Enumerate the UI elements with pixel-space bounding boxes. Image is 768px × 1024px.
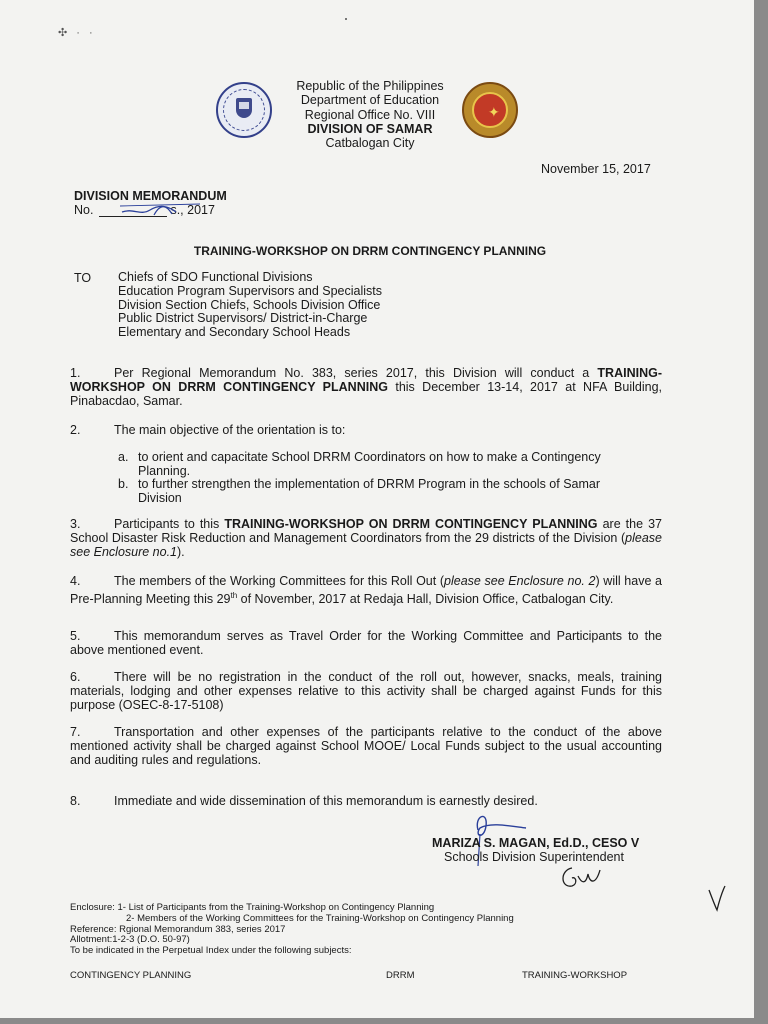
memo-subject: TRAINING-WORKSHOP ON DRRM CONTINGENCY PLANNING [193,244,547,258]
paragraph-2: 2. The main objective of the orientation is to: [70,423,346,437]
signatory-name: MARIZA S. MAGAN, Ed.D., CESO V [432,836,640,850]
letterhead-line: Department of Education [300,93,440,108]
index-subject: CONTINGENCY PLANNING [70,970,192,981]
memo-no-label: No. [74,203,94,217]
paragraph-3: 3. Participants to this TRAINING-WORKSHOP ON DRRM CONTINGENCY PLANNING are the 37 School Disaster Risk Reduction and Management Coordinators from the 29 districts of the Division (please see Enclosure no.1). [70,517,663,559]
paragraph-5: 5. This memorandum serves as Travel Order for the Working Committee and Participants to the above mentioned event. [70,629,662,657]
handwritten-memo-number [120,202,202,218]
deped-seal-icon [216,82,272,138]
paragraph-4: 4. The members of the Working Committees for this Roll Out (please see Enclosure no. 2) will have a Pre-Planning Meeting this 29th of November, 2017 at Redaja Hall, Division Office, Catbalogan City. [70,574,662,606]
enclosure-1: Enclosure: 1- List of Participants from the Training-Workshop on Contingency Planning [70,902,435,913]
objective-a: a. to orient and capacitate School DRRM Coordinators on how to make a Contingency Planning. [118,450,601,478]
scan-mark: ✣ · · [58,27,96,39]
enclosure-2: 2- Members of the Working Committees for the Training-Workshop on Contingency Planning [126,912,514,924]
to-label: TO [74,271,92,285]
perpetual-index-note: To be indicated in the Perpetual Index under the following subjects: [70,945,352,957]
letterhead-line: Regional Office No. VIII [304,107,436,122]
memo-title: DIVISION MEMORANDUM [74,189,227,203]
recipient-list [118,271,382,340]
scan-dot [345,18,347,20]
reference: Reference: Rgional Memorandum 383, series 2017 [70,923,286,935]
recipient: Education Program Supervisors and Specialists [118,283,383,298]
division-seal-icon: ✦ [462,82,518,138]
recipient: Chiefs of SDO Functional Divisions [118,270,313,284]
allotment: Allotment:1-2-3 (D.O. 50-97) [70,934,190,946]
paragraph-1: 1. Per Regional Memorandum No. 383, series 2017, this Division will conduct a TRAINING-WORKSHOP ON DRRM CONTINGENCY PLANNING this December 13-14, 2017 at NFA Building, Pinabacdao, Samar. [70,366,662,408]
paragraph-7: 7. Transportation and other expenses of the participants relative to the conduct of the above mentioned activity shall be charged against School MOOE/ Local Funds subject to the usual accounting and auditing rules and regulations. [70,725,662,767]
paragraph-8: 8. Immediate and wide dissemination of this memorandum is earnestly desired. [70,794,538,808]
memo-date: November 15, 2017 [541,162,651,176]
objective-b: b. to further strengthen the implementation of DRRM Program in the schools of Samar Division [118,477,601,505]
recipient: Elementary and Secondary School Heads [118,325,351,340]
check-mark-icon [706,884,728,914]
paragraph-6: 6. There will be no registration in the conduct of the roll out, however, snacks, meals, training materials, lodging and other expenses relative to this activity shall be charged against Funds for this purpose (OSEC-8-17-5108) [70,670,662,712]
letterhead [280,79,460,150]
recipient: Division Section Chiefs, Schools Division Office [118,297,381,312]
footer-notes [70,903,514,957]
letterhead-division: DIVISION OF SAMAR [307,121,433,136]
letterhead-city: Catbalogan City [325,136,415,151]
index-subject: TRAINING-WORKSHOP [522,970,628,981]
letterhead-line: Republic of the Philippines [296,79,444,93]
recipient: Public District Supervisors/ District-in-Charge [118,311,368,326]
memo-series: s., 2017 [170,203,215,217]
initials-icon [558,862,608,892]
signatory-title: Schools Division Superintendent [444,850,624,864]
index-subject: DRRM [386,970,415,981]
